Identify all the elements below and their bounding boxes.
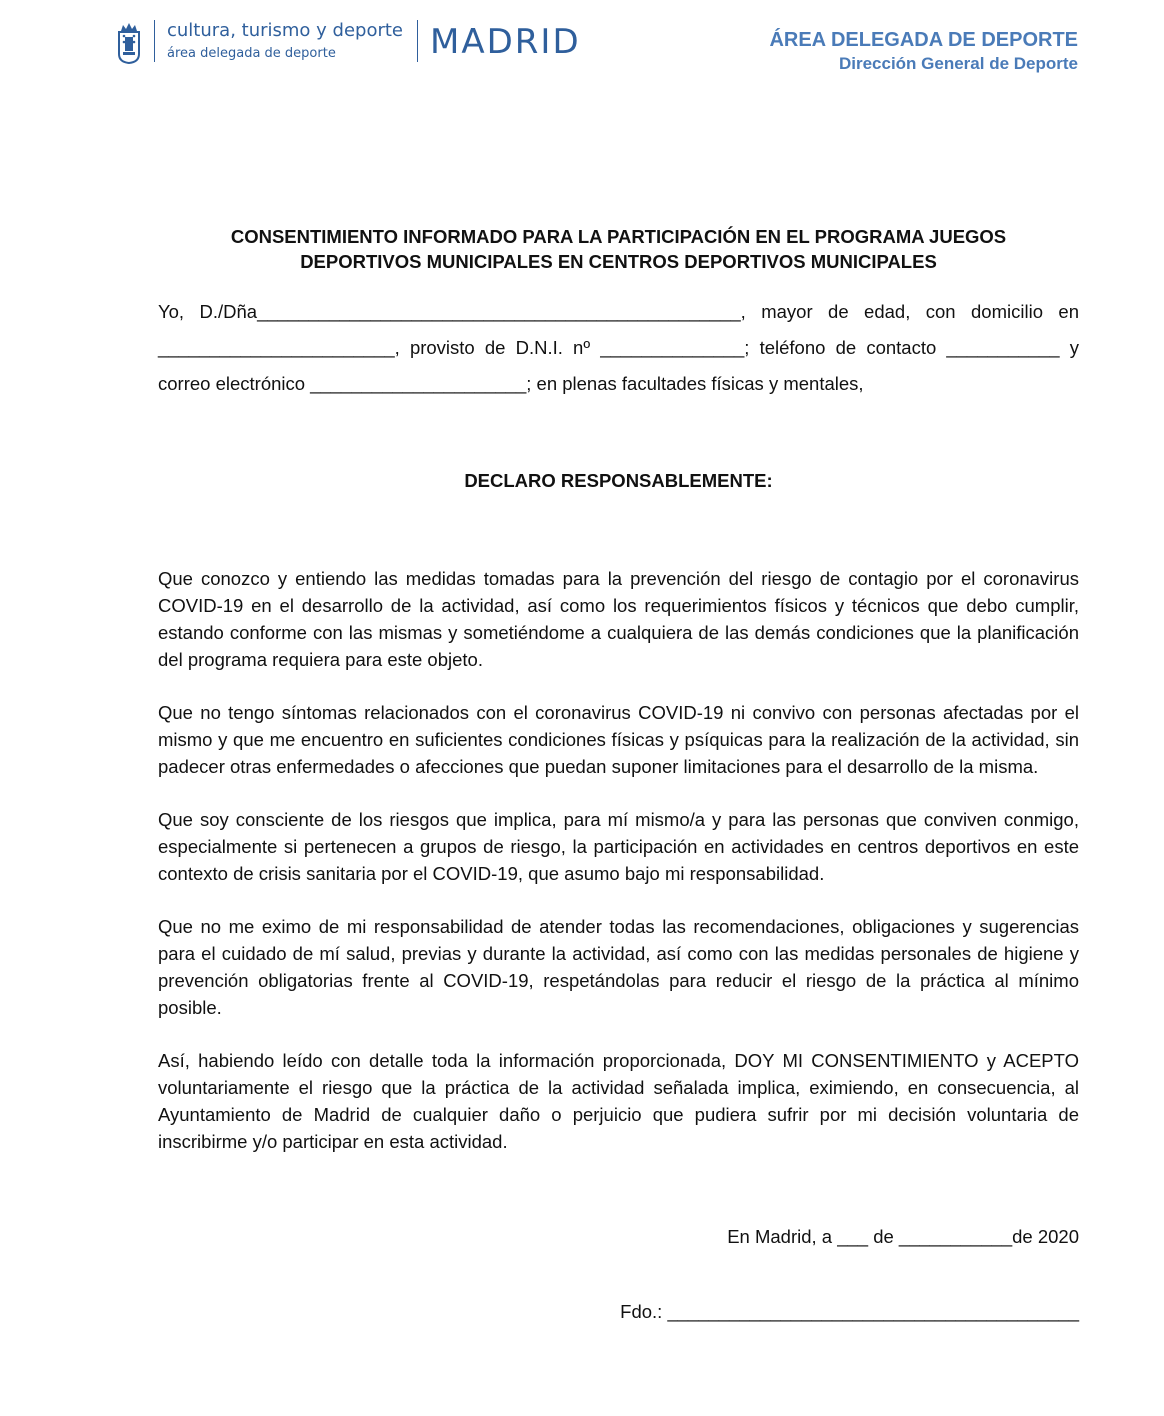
field-line-email: correo electrónico _____________________; en plenas facultades físicas y mentales, [158, 373, 864, 394]
title-line-1: CONSENTIMIENTO INFORMADO PARA LA PARTICIPACIÓN EN EL PROGRAMA JUEGOS [230, 226, 1007, 247]
date-line: En Madrid, a ___ de ___________de 2020 [727, 1226, 1079, 1247]
office-area-title: ÁREA DELEGADA DE DEPORTE [769, 29, 1078, 51]
paragraph: Que conozco y entiendo las medidas tomadas para la prevención del riesgo de contagio por el coronavirus COVID-19 en el desarrollo de la actividad, así como los requerimientos físicos y técnicos que debo cumplir, estando conforme con las mismas y sometiéndome a cualquiera de las demás condiciones que la planificación del programa requiera para este objeto. [158, 568, 1079, 670]
header-divider-2 [417, 20, 418, 62]
brand-city-logo: MADRID [430, 22, 581, 62]
document-title [158, 224, 1079, 274]
brand-department: cultura, turismo y deporte [167, 20, 404, 41]
brand-text [167, 20, 403, 64]
paragraph: Que no tengo síntomas relacionados con el coronavirus COVID-19 ni convivo con personas afectadas por el mismo y que me encuentro en suficientes condiciones físicas y psíquicas para la realización de la actividad, sin padecer otras enfermedades o afecciones que puedan suponer limitaciones para el desarrollo de la misma. [158, 702, 1079, 777]
field-line-dni: _______________________, provisto de D.N.I. nº ______________; teléfono de contacto ___________ y [158, 337, 1079, 358]
brand-area: área delegada de deporte [167, 46, 336, 61]
header-office [769, 28, 1078, 76]
field-line-name: Yo, D./Dña_______________________________________________, mayor de edad, con domicilio en [158, 301, 1079, 322]
madrid-crest-icon [116, 20, 142, 64]
office-direction-title: Dirección General de Deporte [838, 54, 1078, 73]
paragraph: Que no me eximo de mi responsabilidad de atender todas las recomendaciones, obligaciones y sugerencias para el cuidado de mí salud, previas y durante la actividad, así como con las medidas personales de higiene y prevención obligatorias frente al COVID-19, respetándolas para reducir el riesgo de la práctica al mínimo posible. [158, 916, 1079, 1018]
header-brand [116, 20, 581, 64]
declaration-paragraphs [158, 565, 1079, 1155]
declaration-heading: DECLARO RESPONSABLEMENTE: [464, 470, 773, 491]
paragraph: Que soy consciente de los riesgos que implica, para mí mismo/a y para las personas que conviven conmigo, especialmente si pertenecen a grupos de riesgo, la participación en actividades en centros deportivos en este contexto de crisis sanitaria por el COVID-19, que asumo bajo mi responsabilidad. [158, 809, 1079, 884]
title-line-2: DEPORTIVOS MUNICIPALES EN CENTROS DEPORTIVOS MUNICIPALES [300, 251, 937, 272]
paragraph: Así, habiendo leído con detalle toda la información proporcionada, DOY MI CONSENTIMIENTO y ACEPTO voluntariamente el riesgo que la práctica de la actividad señalada implica, eximiendo, en consecuencia, al Ayuntamiento de Madrid de cualquier daño o perjuicio que pudiera sufrir por mi decisión voluntaria de inscribirme y/o participar en esta actividad. [158, 1050, 1079, 1152]
signature-line: Fdo.: ________________________________________ [620, 1301, 1079, 1322]
header-divider [154, 20, 155, 62]
personal-data-fields [158, 294, 1079, 402]
document-body [158, 224, 1079, 1325]
